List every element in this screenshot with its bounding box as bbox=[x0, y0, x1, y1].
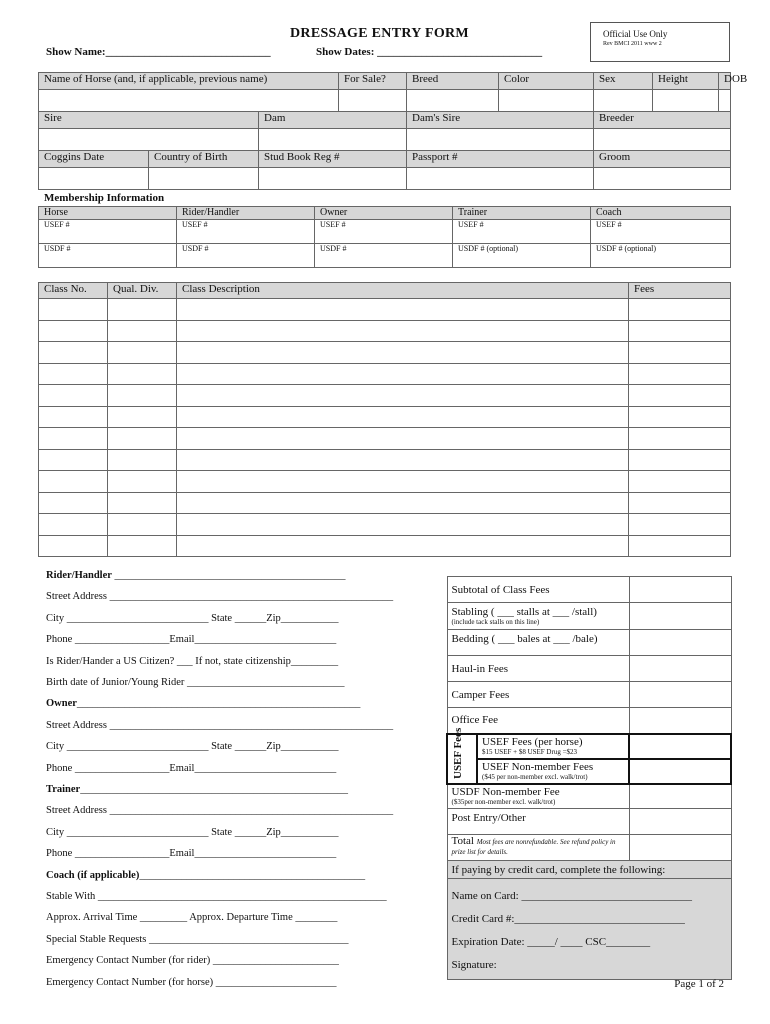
class-row bbox=[39, 428, 731, 450]
total-note: Most fees are nonrefundable. See refund policy in prize list for details. bbox=[451, 838, 616, 856]
contact-line[interactable]: Emergency Contact Number (for rider) ________________________ bbox=[46, 955, 339, 967]
class-row bbox=[39, 471, 731, 493]
color-input[interactable] bbox=[499, 90, 594, 112]
qual-div-cell[interactable] bbox=[108, 428, 177, 450]
contact-heading-line: ___________________________________________ bbox=[139, 869, 366, 881]
qual-div-cell[interactable] bbox=[108, 449, 177, 471]
subtotal-input[interactable] bbox=[629, 577, 731, 603]
usef-nonmember-note: ($45 per non-member excl. walk/trot) bbox=[482, 772, 588, 781]
usef-field[interactable]: USEF # bbox=[315, 220, 453, 244]
fees-cell[interactable] bbox=[629, 428, 731, 450]
dams-sire-input[interactable] bbox=[407, 129, 594, 151]
contact-line[interactable]: Phone __________________Email___________________________ bbox=[46, 762, 337, 774]
horse-info-table bbox=[38, 72, 748, 190]
usef-field[interactable]: USEF # bbox=[453, 220, 591, 244]
usdf-field[interactable]: USDF # bbox=[39, 244, 177, 268]
official-use-label: Official Use Only bbox=[603, 29, 668, 39]
dam-input[interactable] bbox=[259, 129, 407, 151]
class-description-cell[interactable] bbox=[177, 428, 629, 450]
contact-line[interactable]: Phone __________________Email___________________________ bbox=[46, 848, 337, 860]
credit-card-field[interactable]: Credit Card #:_______________________________ bbox=[451, 913, 685, 925]
class-description-cell[interactable] bbox=[177, 385, 629, 407]
horse-name-input[interactable] bbox=[39, 90, 339, 112]
sex-input[interactable] bbox=[594, 90, 653, 112]
coggins-input[interactable] bbox=[39, 168, 149, 190]
membership-header: Owner bbox=[315, 207, 453, 220]
contact-line[interactable]: City ___________________________ State ______Zip___________ bbox=[46, 826, 339, 838]
official-use-box bbox=[590, 22, 730, 62]
fees-cell[interactable] bbox=[629, 342, 731, 364]
passport-input[interactable] bbox=[407, 168, 594, 190]
expiration-field[interactable]: Expiration Date: _____/ ____ CSC________ bbox=[451, 936, 651, 948]
class-no-cell[interactable] bbox=[39, 299, 108, 321]
class-description-cell[interactable] bbox=[177, 449, 629, 471]
camper-label: Camper Fees bbox=[447, 682, 629, 708]
usef-nonmember-label: USEF Non-member Fees bbox=[482, 760, 594, 773]
fees-cell[interactable] bbox=[629, 320, 731, 342]
sire-input[interactable] bbox=[39, 129, 259, 151]
contact-line[interactable]: City ___________________________ State ______Zip___________ bbox=[46, 612, 339, 624]
class-no-cell[interactable] bbox=[39, 342, 108, 364]
contact-line[interactable] bbox=[46, 784, 348, 795]
post-entry-input[interactable] bbox=[629, 809, 731, 835]
class-row bbox=[39, 514, 731, 536]
office-label: Office Fee bbox=[447, 708, 629, 734]
qual-div-cell[interactable] bbox=[108, 299, 177, 321]
class-no-cell[interactable] bbox=[39, 428, 108, 450]
fees-cell[interactable] bbox=[629, 514, 731, 536]
class-row bbox=[39, 449, 731, 471]
breed-input[interactable] bbox=[407, 90, 499, 112]
contact-line[interactable] bbox=[46, 570, 346, 581]
contact-line[interactable]: Street Address ______________________________________________________ bbox=[46, 591, 394, 603]
horse-name-label: Name of Horse (and, if applicable, previous name) bbox=[39, 73, 339, 90]
class-description-cell[interactable] bbox=[177, 406, 629, 428]
usdf-field[interactable]: USDF # bbox=[177, 244, 315, 268]
class-row bbox=[39, 406, 731, 428]
contact-line[interactable]: Special Stable Requests ______________________________________ bbox=[46, 933, 349, 945]
contact-line[interactable]: Stable With _______________________________________________________ bbox=[46, 891, 387, 902]
usef-vertical-box bbox=[447, 727, 477, 784]
dob-label: DOB bbox=[719, 73, 731, 90]
class-description-cell[interactable] bbox=[177, 514, 629, 536]
fees-header: Fees bbox=[629, 283, 731, 299]
coggins-label: Coggins Date bbox=[39, 151, 149, 168]
usdf-nonmember-input[interactable] bbox=[629, 784, 731, 809]
fees-cell[interactable] bbox=[629, 406, 731, 428]
usef-vertical-label: USEF Fees bbox=[452, 727, 464, 779]
breeder-input[interactable] bbox=[594, 129, 731, 151]
class-no-header: Class No. bbox=[39, 283, 108, 299]
contact-heading-line: ____________________________________________ bbox=[111, 570, 346, 581]
class-description-cell[interactable] bbox=[177, 363, 629, 385]
country-label: Country of Birth bbox=[149, 151, 259, 168]
class-table bbox=[38, 282, 731, 557]
usef-fees-input[interactable] bbox=[629, 734, 731, 759]
class-no-cell[interactable] bbox=[39, 492, 108, 514]
usef-nonmember-input[interactable] bbox=[629, 759, 731, 784]
post-entry-label: Post Entry/Other bbox=[447, 809, 629, 835]
sex-label: Sex bbox=[594, 73, 653, 90]
qual-div-header: Qual. Div. bbox=[108, 283, 177, 299]
height-label: Height bbox=[653, 73, 719, 90]
class-no-cell[interactable] bbox=[39, 385, 108, 407]
height-input[interactable] bbox=[653, 90, 719, 112]
fees-cell[interactable] bbox=[629, 449, 731, 471]
usdf-field[interactable]: USDF # (optional) bbox=[453, 244, 591, 268]
fees-cell[interactable] bbox=[629, 363, 731, 385]
dams-sire-label: Dam's Sire bbox=[407, 112, 594, 129]
qual-div-cell[interactable] bbox=[108, 535, 177, 557]
class-no-cell[interactable] bbox=[39, 363, 108, 385]
usef-field[interactable]: USEF # bbox=[39, 220, 177, 244]
fees-cell[interactable] bbox=[629, 535, 731, 557]
studbook-input[interactable] bbox=[259, 168, 407, 190]
signature-field[interactable]: Signature: bbox=[451, 959, 497, 971]
class-description-cell[interactable] bbox=[177, 471, 629, 493]
contact-heading: Rider/Handler bbox=[46, 570, 112, 581]
contact-line[interactable]: City ___________________________ State ______Zip___________ bbox=[46, 741, 339, 753]
fees-cell[interactable] bbox=[629, 299, 731, 321]
class-no-cell[interactable] bbox=[39, 535, 108, 557]
qual-div-cell[interactable] bbox=[108, 406, 177, 428]
total-label: Total bbox=[451, 835, 474, 847]
class-row bbox=[39, 492, 731, 514]
contact-line[interactable]: Birth date of Junior/Young Rider ______________________________ bbox=[46, 677, 345, 688]
contact-heading: Owner bbox=[46, 698, 77, 710]
contact-line[interactable] bbox=[46, 698, 360, 709]
class-description-cell[interactable] bbox=[177, 320, 629, 342]
bedding-input[interactable] bbox=[629, 630, 731, 656]
show-name-field[interactable]: Show Name:______________________________ bbox=[46, 46, 271, 58]
class-description-cell[interactable] bbox=[177, 299, 629, 321]
class-description-cell[interactable] bbox=[177, 535, 629, 557]
contact-line[interactable]: Emergency Contact Number (for horse) _______________________ bbox=[46, 976, 337, 988]
studbook-label: Stud Book Reg # bbox=[259, 151, 407, 168]
class-no-cell[interactable] bbox=[39, 320, 108, 342]
subtotal-label: Subtotal of Class Fees bbox=[447, 577, 629, 603]
haulin-label: Haul-in Fees bbox=[447, 656, 629, 682]
usef-field[interactable]: USEF # bbox=[177, 220, 315, 244]
contact-heading: Coach (if applicable) bbox=[46, 869, 140, 881]
qual-div-cell[interactable] bbox=[108, 492, 177, 514]
qual-div-cell[interactable] bbox=[108, 363, 177, 385]
haulin-input[interactable] bbox=[629, 656, 731, 682]
usdf-nonmember-label: USDF Non-member Fee bbox=[451, 785, 560, 798]
contact-line[interactable]: Is Rider/Hander a US Citizen? ___ If not, state citizenship_________ bbox=[46, 655, 339, 667]
class-no-cell[interactable] bbox=[39, 471, 108, 493]
fees-cell[interactable] bbox=[629, 471, 731, 493]
membership-header: Rider/Handler bbox=[177, 207, 315, 220]
class-no-cell[interactable] bbox=[39, 514, 108, 536]
name-on-card-field[interactable]: Name on Card: _______________________________ bbox=[451, 890, 692, 902]
passport-label: Passport # bbox=[407, 151, 594, 168]
stabling-input[interactable] bbox=[629, 603, 731, 630]
class-no-cell[interactable] bbox=[39, 449, 108, 471]
class-row bbox=[39, 363, 731, 385]
contact-line[interactable]: Phone __________________Email___________________________ bbox=[46, 634, 337, 646]
class-row bbox=[39, 342, 731, 364]
groom-input[interactable] bbox=[594, 168, 731, 190]
class-description-cell[interactable] bbox=[177, 492, 629, 514]
qual-div-cell[interactable] bbox=[108, 320, 177, 342]
dob-input[interactable] bbox=[719, 90, 731, 112]
qual-div-cell[interactable] bbox=[108, 385, 177, 407]
contact-line[interactable]: Street Address ______________________________________________________ bbox=[46, 805, 394, 817]
bedding-label: Bedding ( ___ bales at ___ /bale) bbox=[447, 630, 629, 656]
page-number: Page 1 of 2 bbox=[674, 978, 724, 990]
sire-label: Sire bbox=[39, 112, 259, 129]
fees-cell[interactable] bbox=[629, 385, 731, 407]
qual-div-cell[interactable] bbox=[108, 514, 177, 536]
class-row bbox=[39, 535, 731, 557]
total-input[interactable] bbox=[629, 835, 731, 861]
show-dates-field[interactable]: Show Dates: ______________________________ bbox=[316, 46, 543, 58]
stabling-label: Stabling ( ___ stalls at ___ /stall) bbox=[451, 606, 597, 618]
contact-line[interactable] bbox=[46, 870, 365, 881]
camper-input[interactable] bbox=[629, 682, 731, 708]
contact-line[interactable]: Street Address ______________________________________________________ bbox=[46, 719, 394, 731]
contact-heading-line: ______________________________________________________ bbox=[76, 698, 361, 710]
class-row bbox=[39, 385, 731, 407]
membership-table bbox=[38, 206, 731, 268]
class-description-header: Class Description bbox=[177, 283, 629, 299]
credit-card-title: If paying by credit card, complete the following: bbox=[447, 861, 731, 879]
usdf-nonmember-note: ($35per non-member excl. walk/trot) bbox=[451, 797, 556, 806]
form-title: DRESSAGE ENTRY FORM bbox=[290, 26, 469, 41]
usdf-field[interactable]: USDF # (optional) bbox=[591, 244, 731, 268]
membership-header: Coach bbox=[591, 207, 731, 220]
stabling-note: (include tack stalls on this line) bbox=[451, 618, 540, 626]
revision-label: Rev BMCI 2011 www 2 bbox=[603, 41, 662, 47]
office-input[interactable] bbox=[629, 708, 731, 734]
fees-cell[interactable] bbox=[629, 492, 731, 514]
country-input[interactable] bbox=[149, 168, 259, 190]
usdf-field[interactable]: USDF # bbox=[315, 244, 453, 268]
for-sale-label: For Sale? bbox=[339, 73, 407, 90]
for-sale-input[interactable] bbox=[339, 90, 407, 112]
contact-heading-line: ___________________________________________________ bbox=[80, 784, 348, 795]
qual-div-cell[interactable] bbox=[108, 471, 177, 493]
fees-table bbox=[446, 576, 732, 980]
color-label: Color bbox=[499, 73, 594, 90]
class-no-cell[interactable] bbox=[39, 406, 108, 428]
contact-line[interactable]: Approx. Arrival Time _________ Approx. Departure Time ________ bbox=[46, 912, 338, 924]
breeder-label: Breeder bbox=[594, 112, 731, 129]
class-row bbox=[39, 299, 731, 321]
usef-fees-note: $15 USEF + $8 USEF Drug =$23 bbox=[482, 747, 578, 756]
membership-header: Horse bbox=[39, 207, 177, 220]
membership-title: Membership Information bbox=[44, 192, 165, 204]
usef-field[interactable]: USEF # bbox=[591, 220, 731, 244]
qual-div-cell[interactable] bbox=[108, 342, 177, 364]
dam-label: Dam bbox=[259, 112, 407, 129]
usef-fees-label: USEF Fees (per horse) bbox=[482, 735, 583, 748]
groom-label: Groom bbox=[594, 151, 731, 168]
membership-header: Trainer bbox=[453, 207, 591, 220]
breed-label: Breed bbox=[407, 73, 499, 90]
class-description-cell[interactable] bbox=[177, 342, 629, 364]
class-row bbox=[39, 320, 731, 342]
contact-heading: Trainer bbox=[46, 784, 81, 795]
